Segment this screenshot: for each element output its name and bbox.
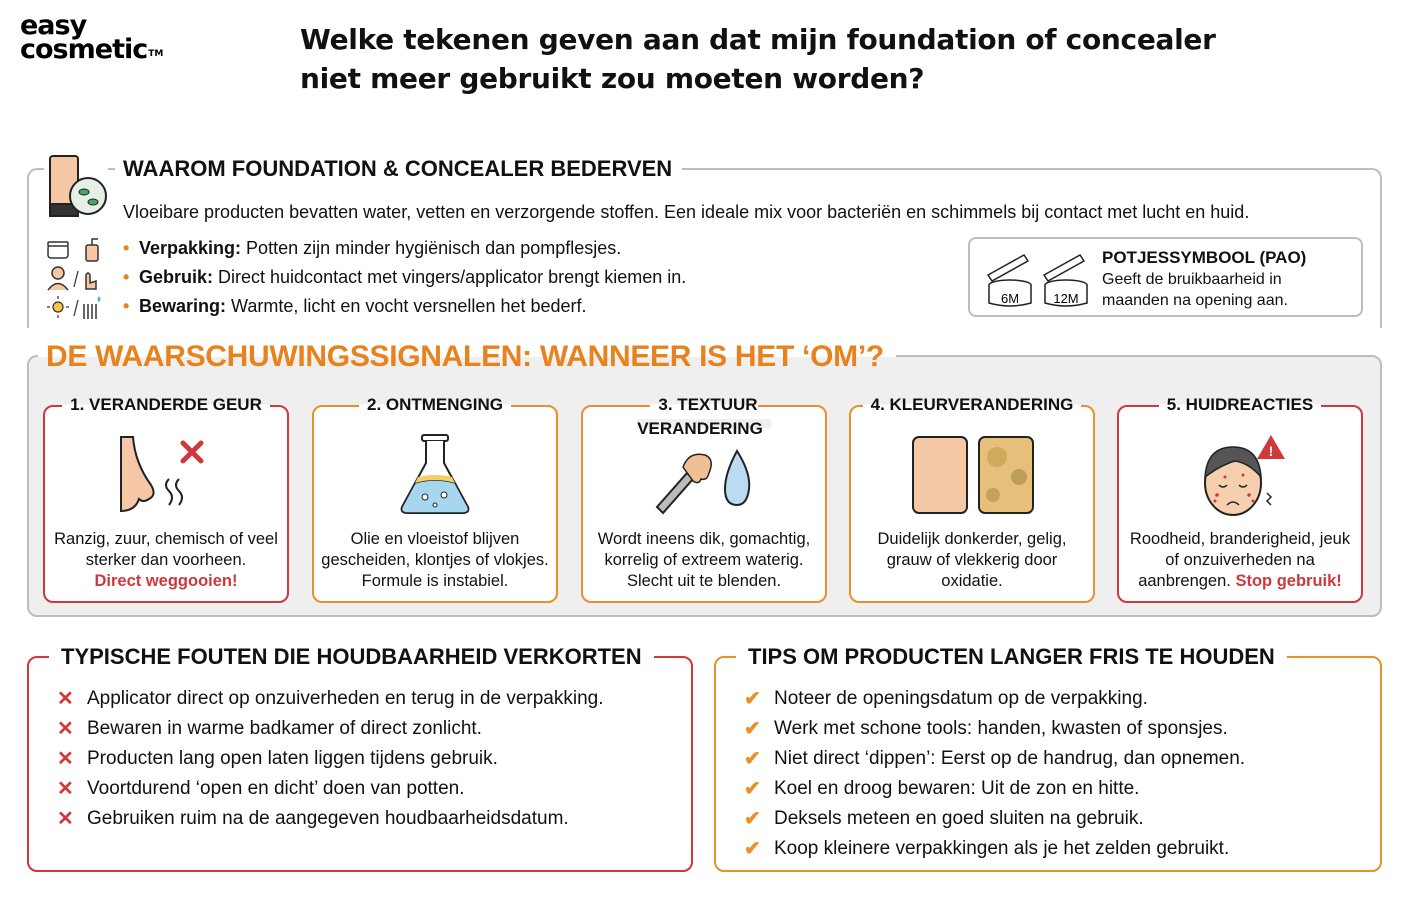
sun-heater-icon <box>46 292 108 321</box>
why-title: WAAROM FOUNDATION & CONCEALER BEDERVEN <box>115 152 682 186</box>
why-item-storage <box>123 292 686 321</box>
tip-text: Deksels meteen en goed sluiten na gebruik. <box>774 808 1144 829</box>
mistakes-title: TYPISCHE FOUTEN DIE HOUDBAARHEID VERKORTEN <box>49 642 654 672</box>
pao-text: Geeft de bruikbaarheid in maanden na opening aan. <box>1102 271 1288 309</box>
why-item-text: Direct huidcontact met vingers/applicator brengt kiemen in. <box>213 267 687 287</box>
tip-item <box>744 834 1245 864</box>
tip-item <box>744 774 1245 804</box>
card-alert: Stop gebruik! <box>1235 572 1342 590</box>
tip-item <box>744 684 1245 714</box>
tip-text: Werk met schone tools: handen, kwasten of sponsjes. <box>774 718 1228 739</box>
why-item-label: Gebruik: <box>139 267 214 287</box>
card-description: Roodheid, branderigheid, jeuk of onzuiverheden na aanbrengen. <box>1129 530 1351 590</box>
tip-item <box>744 744 1245 774</box>
mistake-text: Gebruiken ruim na de aangegeven houdbaarheidsdatum. <box>87 808 569 829</box>
trademark: TM <box>148 49 164 59</box>
card-alert: Direct weggooien! <box>94 572 238 590</box>
irritated-face-icon <box>1185 433 1295 521</box>
why-item-text: Warmte, licht en vocht versnellen het bederf. <box>226 296 587 316</box>
mistake-text: Applicator direct op onzuiverheden en terug in de verpakking. <box>87 688 604 709</box>
mistakes-list <box>57 684 604 834</box>
check-icon: ✔ <box>744 748 761 770</box>
why-list <box>123 234 686 321</box>
signal-card-skin <box>1117 395 1363 603</box>
pao-jar-icon <box>984 249 1032 309</box>
brand-name: cosmetic <box>20 34 148 65</box>
card-title: 2. ONTMENGING <box>359 395 511 414</box>
brand-logo <box>20 10 164 65</box>
card-title: 3. TEXTUUR VERANDERING <box>637 395 771 438</box>
cross-icon: ✕ <box>57 688 74 710</box>
signal-card-separation <box>312 395 558 603</box>
why-side-icons <box>46 234 108 321</box>
page-title: Welke tekenen geven aan dat mijn foundation of concealer niet meer gebruikt zou moeten worden? <box>300 23 1216 95</box>
card-text: Duidelijk donkerder, gelig, grauw of vlekkerig door oxidatie. <box>877 530 1067 590</box>
check-icon: ✔ <box>744 838 761 860</box>
brand-line-1: easy <box>20 10 87 41</box>
cross-icon: ✕ <box>57 808 74 830</box>
why-intro: Vloeibare producten bevatten water, vetten en verzorgende stoffen. Een ideale mix voor bacteriën en schimmels bij contact met lucht en huid. <box>123 202 1250 222</box>
pao-box <box>968 237 1363 317</box>
mistake-text: Producten lang open laten liggen tijdens gebruik. <box>87 748 498 769</box>
tube-bacteria-icon <box>44 152 108 224</box>
why-item-text: Potten zijn minder hygiënisch dan pompflesjes. <box>241 238 622 258</box>
why-item-usage <box>123 263 686 292</box>
signal-card-texture <box>581 395 827 603</box>
tips-title: TIPS OM PRODUCTEN LANGER FRIS TE HOUDEN <box>736 642 1287 672</box>
color-swatch-icon <box>917 433 1027 521</box>
why-item-label: Verpakking: <box>139 238 242 258</box>
tip-item <box>744 714 1245 744</box>
check-icon: ✔ <box>744 808 761 830</box>
svg-text:6M: 6M <box>1000 291 1020 306</box>
mistake-item <box>57 744 604 774</box>
signal-card-color <box>849 395 1095 603</box>
check-icon: ✔ <box>744 778 761 800</box>
tip-item <box>744 804 1245 834</box>
tip-text: Noteer de openingsdatum op de verpakking. <box>774 688 1148 709</box>
mistake-item <box>57 804 604 834</box>
finger-touch-icon <box>46 263 108 292</box>
signal-card-smell <box>43 395 289 603</box>
tip-text: Koel en droog bewaren: Uit de zon en hitte. <box>774 778 1140 799</box>
svg-text:!: ! <box>1268 443 1274 459</box>
jar-vs-pump-icon <box>46 234 108 263</box>
card-title: 5. HUIDREACTIES <box>1159 395 1321 414</box>
card-title: 4. KLEURVERANDERING <box>863 395 1082 414</box>
mistake-text: Voortdurend ‘open en dicht’ doen van potten. <box>87 778 465 799</box>
tips-panel <box>714 644 1382 872</box>
card-text: Olie en vloeistof blijven gescheiden, klontjes of vlokjes. Formule is instabiel. <box>321 530 549 590</box>
card-text <box>49 529 283 592</box>
nose-smell-icon <box>111 433 221 521</box>
warning-signals-title: DE WAARSCHUWINGSSIGNALEN: WANNEER IS HET ‘OM’? <box>38 336 896 378</box>
pao-jar-icon <box>1040 249 1088 309</box>
card-text <box>1123 529 1357 592</box>
why-item-label: Bewaring: <box>139 296 227 316</box>
tip-text: Niet direct ‘dippen’: Eerst op de handrug, dan opnemen. <box>774 748 1246 769</box>
card-description: Ranzig, zuur, chemisch of veel sterker dan voorheen. <box>54 530 278 569</box>
cross-icon: ✕ <box>57 778 74 800</box>
card-title: 1. VERANDERDE GEUR <box>62 395 270 414</box>
brand-line-2 <box>20 34 164 65</box>
pao-title: POTJESSYMBOOL (PAO) <box>1102 248 1307 267</box>
tip-text: Koop kleinere verpakkingen als je het zelden gebruikt. <box>774 838 1230 859</box>
flask-icon <box>380 433 490 521</box>
spatula-drop-icon <box>649 433 759 521</box>
why-item-packaging <box>123 234 686 263</box>
cross-icon: ✕ <box>57 748 74 770</box>
check-icon: ✔ <box>744 688 761 710</box>
mistakes-panel <box>27 644 693 872</box>
mistake-item <box>57 774 604 804</box>
card-text: Wordt ineens dik, gomachtig, korrelig of extreem waterig. Slecht uit te blenden. <box>597 530 811 590</box>
check-icon: ✔ <box>744 718 761 740</box>
tips-list <box>744 684 1245 864</box>
cross-icon: ✕ <box>57 718 74 740</box>
mistake-text: Bewaren in warme badkamer of direct zonlicht. <box>87 718 482 739</box>
mistake-item <box>57 684 604 714</box>
mistake-item <box>57 714 604 744</box>
svg-text:12M: 12M <box>1053 291 1079 306</box>
